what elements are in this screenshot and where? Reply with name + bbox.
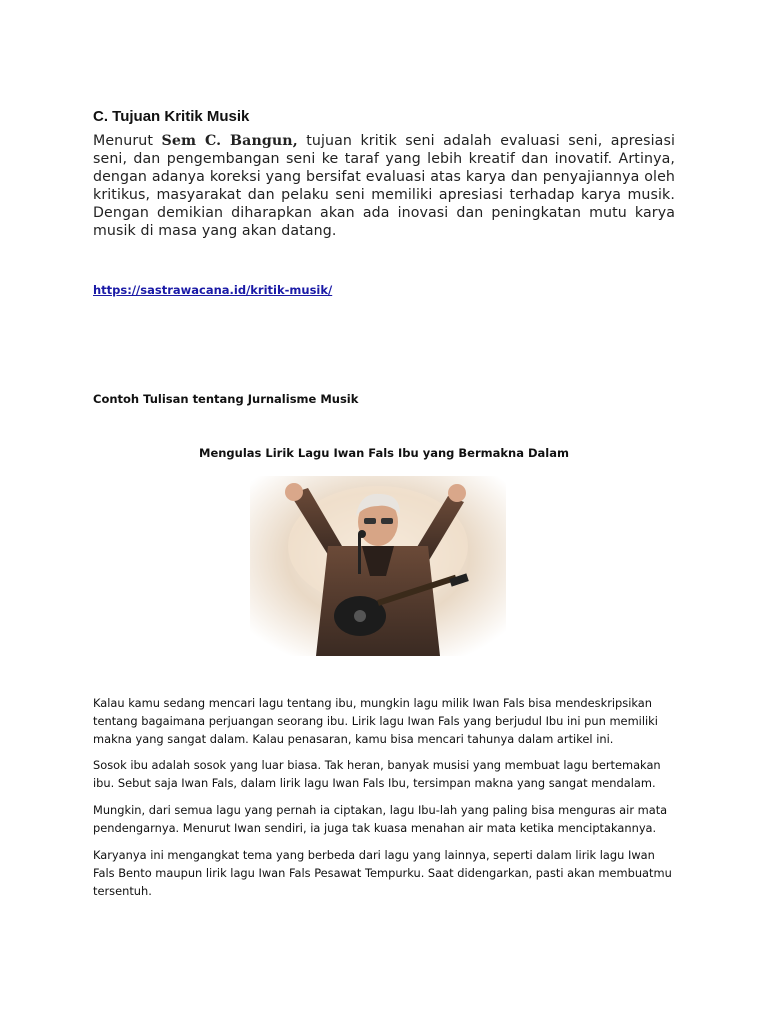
article-paragraph: Karyanya ini mengangkat tema yang berbeda dari lagu yang lainnya, seperti dalam lirik lagu Iwan Fals Bento maupun lirik lagu Iwan Fals Pesawat Tempurku. Saat didengarkan, pasti akan membuatmu tersentuh. bbox=[93, 848, 672, 898]
intro-paragraph bbox=[93, 132, 675, 240]
example-label: Contoh Tulisan tentang Jurnalisme Musik bbox=[93, 392, 359, 406]
article-paragraph: Kalau kamu sedang mencari lagu tentang ibu, mungkin lagu milik Iwan Fals bisa mendeskripsikan tentang bagaimana perjuangan seorang ibu. Lirik lagu Iwan Fals yang berjudul Ibu ini pun memiliki makna yang sangat dalam. Kalau penasaran, kamu bisa mencari tahunya dalam artikel ini. bbox=[93, 696, 658, 746]
article-title: Mengulas Lirik Lagu Iwan Fals Ibu yang Bermakna Dalam bbox=[199, 446, 569, 460]
article-paragraph: Mungkin, dari semua lagu yang pernah ia ciptakan, lagu Ibu-lah yang paling bisa menguras air mata pendengarnya. Menurut Iwan sendiri, ia juga tak kuasa menahan air mata ketika menciptakannya. bbox=[93, 803, 668, 835]
article-photo bbox=[250, 476, 506, 656]
author-name: Sem C. Bangun, bbox=[161, 133, 298, 149]
intro-before: Menurut bbox=[93, 133, 162, 149]
source-link[interactable]: https://sastrawacana.id/kritik-musik/ bbox=[93, 283, 333, 297]
section-heading: C. Tujuan Kritik Musik bbox=[93, 108, 250, 125]
musician-photo-illustration bbox=[250, 476, 506, 656]
article-paragraph: Sosok ibu adalah sosok yang luar biasa. Tak heran, banyak musisi yang membuat lagu bertemakan ibu. Sebut saja Iwan Fals, dalam lirik lagu Iwan Fals Ibu, tersimpan makna yang sangat mendalam. bbox=[93, 758, 661, 790]
intro-after: tujuan kritik seni adalah evaluasi seni, apresiasi seni, dan pengembangan seni ke taraf yang lebih kreatif dan inovatif. Artinya, dengan adanya koreksi yang bersifat evaluasi atas karya dan penyajiannya oleh kritikus, masyarakat dan pelaku seni memiliki apresiasi terhadap karya musik. Dengan demikian diharapkan akan ada inovasi dan peningkatan mutu karya musik di masa yang akan datang. bbox=[93, 133, 675, 239]
